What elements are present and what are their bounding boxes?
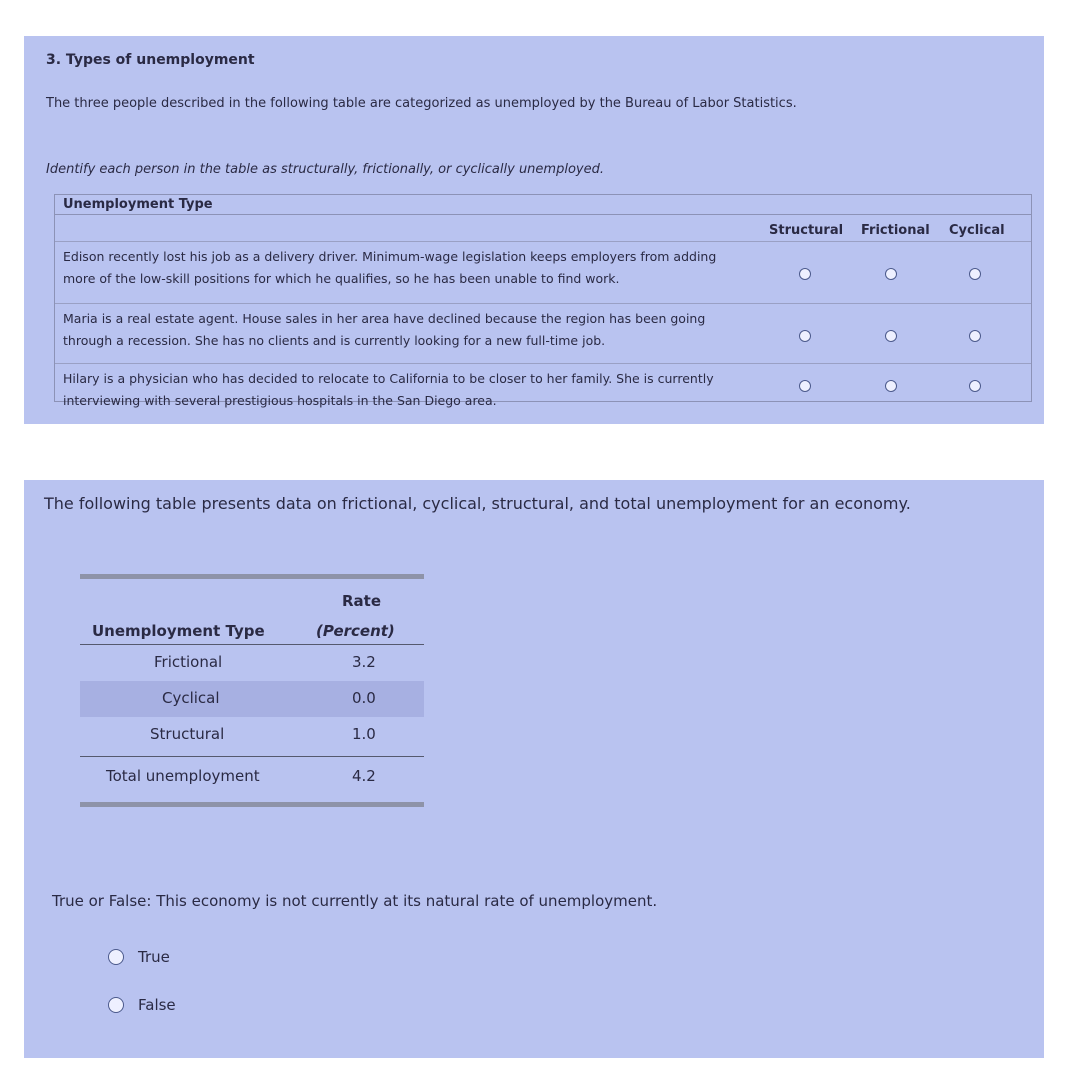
unemployment-type-table xyxy=(54,194,1032,408)
row-rate: 0.0 xyxy=(352,689,376,707)
true-label[interactable]: True xyxy=(138,948,170,966)
row-description: Hilary is a physician who has decided to relocate to California to be closer to her family. She is currently interviewing with several prestigious hospitals in the San Diego area. xyxy=(63,371,714,408)
hilary-frictional-radio[interactable] xyxy=(885,380,897,392)
question-instruction: Identify each person in the table as structurally, frictionally, or cyclically unemployed. xyxy=(46,162,604,177)
total-label: Total unemployment xyxy=(106,767,260,785)
total-row xyxy=(80,757,424,797)
table-header xyxy=(55,195,1031,215)
column-cyclical: Cyclical xyxy=(949,223,1005,238)
row-description: Edison recently lost his job as a delivery driver. Minimum-wage legislation keeps employers from adding more of the low-skill positions for which he qualifies, so he has been unable to find work. xyxy=(63,249,717,286)
maria-frictional-radio[interactable] xyxy=(885,330,897,342)
false-radio[interactable] xyxy=(108,997,124,1013)
table-top-rule xyxy=(80,574,424,579)
true-radio[interactable] xyxy=(108,949,124,965)
row-type: Frictional xyxy=(154,653,223,671)
false-label[interactable]: False xyxy=(138,996,176,1014)
table-row xyxy=(80,717,424,753)
row-type: Cyclical xyxy=(162,689,220,707)
column-structural: Structural xyxy=(769,223,844,238)
edison-frictional-radio[interactable] xyxy=(885,268,897,280)
rate-table-intro: The following table presents data on frictional, cyclical, structural, and total unemployment for an economy. xyxy=(44,494,911,513)
table-bottom-rule xyxy=(80,802,424,807)
question-panel xyxy=(24,36,1044,424)
table-header-label: Unemployment Type xyxy=(63,197,213,212)
rate-panel xyxy=(24,480,1044,1058)
table-row xyxy=(80,645,424,681)
edison-structural-radio[interactable] xyxy=(799,268,811,280)
maria-structural-radio[interactable] xyxy=(799,330,811,342)
hilary-cyclical-radio[interactable] xyxy=(969,380,981,392)
edison-cyclical-radio[interactable] xyxy=(969,268,981,280)
rate-header: Rate xyxy=(342,592,382,610)
table-row xyxy=(55,241,1031,303)
maria-cyclical-radio[interactable] xyxy=(969,330,981,342)
question-title: 3. Types of unemployment xyxy=(46,52,255,68)
true-option[interactable] xyxy=(108,948,170,966)
row-rate: 3.2 xyxy=(352,653,376,671)
table-row xyxy=(80,681,424,717)
true-false-question: True or False: This economy is not currently at its natural rate of unemployment. xyxy=(52,892,658,910)
false-option[interactable] xyxy=(108,996,176,1014)
question-intro: The three people described in the following table are categorized as unemployed by the Bureau of Labor Statistics. xyxy=(46,96,797,111)
hilary-structural-radio[interactable] xyxy=(799,380,811,392)
type-header: Unemployment Type xyxy=(92,622,265,640)
percent-header: (Percent) xyxy=(316,622,395,640)
row-rate: 1.0 xyxy=(352,725,376,743)
table-row xyxy=(55,303,1031,363)
column-frictional: Frictional xyxy=(861,223,930,238)
rate-table xyxy=(80,570,424,810)
row-type: Structural xyxy=(150,725,225,743)
table-row xyxy=(55,363,1031,408)
row-description: Maria is a real estate agent. House sales in her area have declined because the region has been going through a recession. She has no clients and is currently looking for a new full-time job. xyxy=(63,311,706,348)
total-rate: 4.2 xyxy=(352,767,376,785)
